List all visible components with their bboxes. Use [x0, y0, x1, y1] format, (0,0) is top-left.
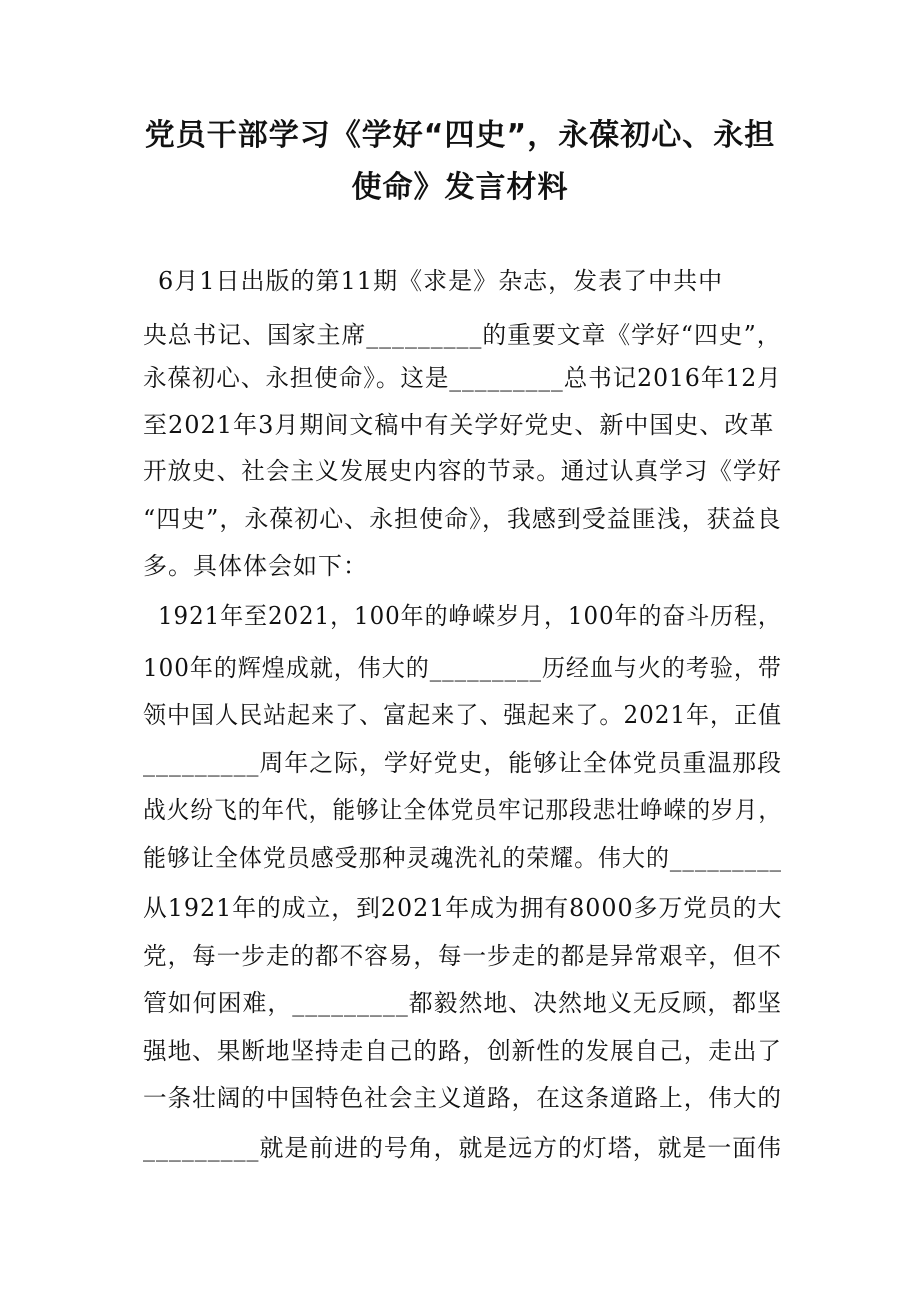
- body-line: 至2021年3月期间文稿中有关学好党史、新中国史、改革: [143, 411, 775, 439]
- body-line: _________就是前进的号角，就是远方的灯塔，就是一面伟: [143, 1134, 782, 1162]
- body-line: 100年的辉煌成就，伟大的_________历经血与火的考验，带: [143, 654, 782, 682]
- body-line: 能够让全体党员感受那种灵魂洗礼的荣耀。伟大的_________: [143, 844, 782, 872]
- body-line: 领中国人民站起来了、富起来了、强起来了。2021年，正值: [143, 701, 783, 729]
- body-line: 1921年至2021，100年的峥嵘岁月，100年的奋斗历程，: [158, 602, 782, 630]
- body-line: 从1921年的成立，到2021年成为拥有8000多万党员的大: [143, 894, 783, 922]
- body-line: 强地、果断地坚持走自己的路，创新性的发展自己，走出了: [143, 1037, 782, 1065]
- body-line: 管如何困难，_________都毅然地、决然地义无反顾，都坚: [143, 989, 782, 1017]
- body-line: 一条壮阔的中国特色社会主义道路，在这条道路上，伟大的: [143, 1084, 782, 1112]
- body-line: 6月1日出版的第11期《求是》杂志，发表了中共中: [158, 267, 724, 295]
- body-line: 央总书记、国家主席_________的重要文章《学好“四史”，: [143, 321, 782, 349]
- title-line-1: 党员干部学习《学好“四史”，永葆初心、永担: [144, 118, 776, 153]
- document-title: [120, 110, 800, 214]
- body-line: _________周年之际，学好党史，能够让全体党员重温那段: [143, 749, 782, 777]
- body-line: 战火纷飞的年代，能够让全体党员牢记那段悲壮峥嵘的岁月，: [143, 796, 782, 824]
- title-line-2: 使命》发言材料: [351, 170, 569, 205]
- body-line: 党，每一步走的都不容易，每一步走的都是异常艰辛，但不: [143, 942, 782, 970]
- body-line: 开放史、社会主义发展史内容的节录。通过认真学习《学好: [143, 457, 782, 485]
- body-line: 多。具体体会如下：: [143, 552, 368, 580]
- body-line: 永葆初心、永担使命》。这是_________总书记2016年12月: [143, 364, 782, 392]
- body-line: “四史”，永葆初心、永担使命》，我感到受益匪浅，获益良: [143, 505, 782, 533]
